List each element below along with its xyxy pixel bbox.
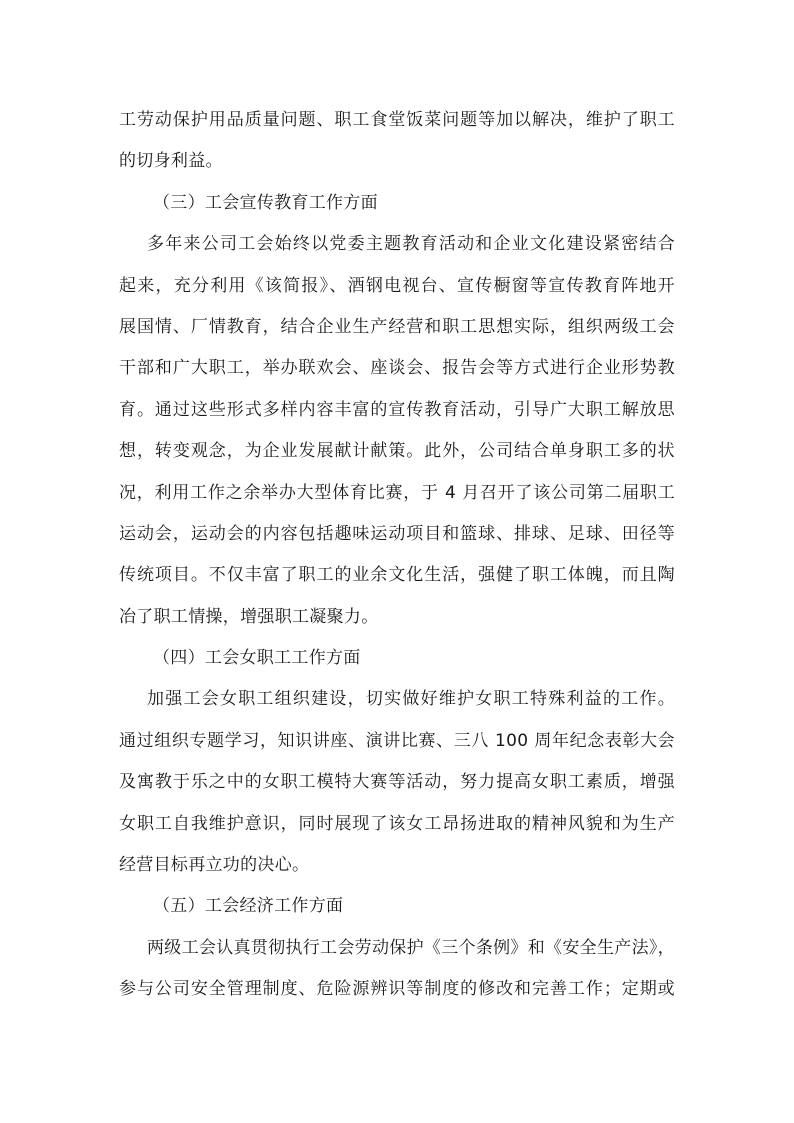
text-line: 况，利用工作之余举办大型体育比赛，于 4 月召开了该公司第二届职工 bbox=[119, 482, 675, 503]
text-line: 的切身利益。 bbox=[119, 151, 223, 172]
text-line: 及寓教于乐之中的女职工模特大赛等活动，努力提高女职工素质，增强 bbox=[119, 772, 675, 793]
text-line: 参与公司安全管理制度、危险源辨识等制度的修改和完善工作；定期或 bbox=[119, 979, 675, 1000]
section-heading: （四）工会女职工工作方面 bbox=[153, 648, 361, 669]
text-line: 经营目标再立功的决心。 bbox=[119, 855, 310, 876]
text-line: 冶了职工情操，增强职工凝聚力。 bbox=[119, 606, 379, 627]
text-line: 两级工会认真贯彻执行工会劳动保护《三个条例》和《安全生产法》， bbox=[147, 937, 675, 958]
text-line: 加强工会女职工组织建设，切实做好维护女职工特殊利益的工作。 bbox=[147, 689, 675, 710]
text-line: 传统项目。不仅丰富了职工的业余文化生活，强健了职工体魄，而且陶 bbox=[119, 565, 675, 586]
text-line: 起来，充分利用《该简报》、酒钢电视台、宣传橱窗等宣传教育阵地开 bbox=[119, 275, 675, 296]
text-line: 想，转变观念，为企业发展献计献策。此外，公司结合单身职工多的状 bbox=[119, 441, 675, 462]
body-text bbox=[119, 100, 675, 1011]
text-line: 干部和广大职工，举办联欢会、座谈会、报告会等方式进行企业形势教 bbox=[119, 358, 675, 379]
text-line: 运动会，运动会的内容包括趣味运动项目和篮球、排球、足球、田径等 bbox=[119, 523, 675, 544]
text-line: 通过组织专题学习，知识讲座、演讲比赛、三八 100 周年纪念表彰大会 bbox=[119, 730, 675, 751]
section-heading: （五）工会经济工作方面 bbox=[153, 896, 344, 917]
text-line: 展国情、厂情教育，结合企业生产经营和职工思想实际，组织两级工会 bbox=[119, 316, 675, 337]
text-line: 多年来公司工会始终以党委主题教育活动和企业文化建设紧密结合 bbox=[147, 234, 675, 255]
text-line: 育。通过这些形式多样内容丰富的宣传教育活动，引导广大职工解放思 bbox=[119, 399, 675, 420]
section-heading: （三）工会宣传教育工作方面 bbox=[153, 192, 378, 213]
text-line: 女职工自我维护意识，同时展现了该女工昂扬进取的精神风貌和为生产 bbox=[119, 813, 675, 834]
text-line: 工劳动保护用品质量问题、职工食堂饭菜问题等加以解决，维护了职工 bbox=[119, 110, 675, 130]
